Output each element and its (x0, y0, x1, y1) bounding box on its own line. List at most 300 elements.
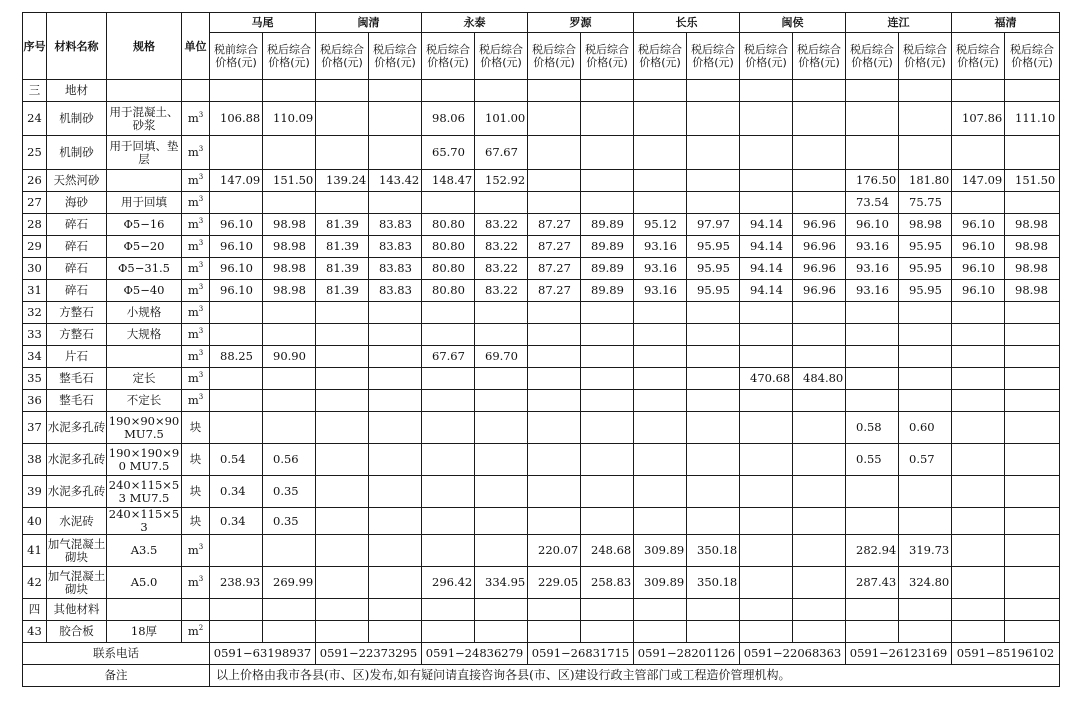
row-price-cell (369, 346, 422, 368)
row-price-cell (316, 476, 369, 508)
row-price-cell (528, 302, 581, 324)
row-price-cell (316, 80, 369, 102)
row-price-cell (634, 324, 687, 346)
row-material-name: 胶合板 (47, 621, 107, 643)
header-district: 永泰 (422, 13, 528, 33)
row-price-cell (475, 444, 528, 476)
row-price-cell (1005, 136, 1060, 170)
row-price-cell (369, 102, 422, 136)
row-price-cell (316, 302, 369, 324)
row-price-cell (475, 412, 528, 444)
row-price-cell (1005, 535, 1060, 567)
row-price-cell: 96.96 (793, 258, 846, 280)
row-price-cell (740, 567, 793, 599)
row-price-cell: 106.88 (210, 102, 263, 136)
row-price-cell (952, 567, 1005, 599)
row-price-cell (846, 621, 899, 643)
row-price-cell (899, 102, 952, 136)
row-price-cell: 93.16 (634, 258, 687, 280)
row-price-cell (263, 192, 316, 214)
row-price-cell: 90.90 (263, 346, 316, 368)
row-price-cell (634, 476, 687, 508)
row-price-cell (793, 346, 846, 368)
row-price-cell (316, 621, 369, 643)
row-price-cell (422, 621, 475, 643)
row-price-cell (528, 444, 581, 476)
row-material-name: 加气混凝土砌块 (47, 567, 107, 599)
row-price-cell (793, 302, 846, 324)
row-price-cell (740, 444, 793, 476)
row-price-cell: 93.16 (846, 258, 899, 280)
row-price-cell (740, 102, 793, 136)
row-price-cell (422, 508, 475, 535)
row-material-name: 天然河砂 (47, 170, 107, 192)
row-material-name: 水泥多孔砖 (47, 444, 107, 476)
row-price-cell (316, 567, 369, 599)
row-price-cell: 98.98 (263, 280, 316, 302)
row-price-cell: 0.35 (263, 508, 316, 535)
row-price-cell: 484.80 (793, 368, 846, 390)
row-price-cell (687, 508, 740, 535)
row-price-cell (740, 302, 793, 324)
header-district: 福清 (952, 13, 1060, 33)
row-price-cell (793, 412, 846, 444)
row-price-cell: 151.50 (1005, 170, 1060, 192)
row-price-cell (528, 346, 581, 368)
row-price-cell (475, 535, 528, 567)
row-price-cell (369, 599, 422, 621)
header-price-type: 税后综合价格(元) (528, 33, 581, 80)
row-price-cell: 181.80 (899, 170, 952, 192)
row-price-cell (581, 80, 634, 102)
row-price-cell (581, 324, 634, 346)
row-price-cell (634, 390, 687, 412)
row-price-cell: 101.00 (475, 102, 528, 136)
row-seq: 26 (23, 170, 47, 192)
row-price-cell (952, 599, 1005, 621)
row-price-cell (369, 368, 422, 390)
header-price-type: 税后综合价格(元) (475, 33, 528, 80)
row-material-name: 水泥砖 (47, 508, 107, 535)
row-unit: 块 (182, 444, 210, 476)
header-price-type: 税后综合价格(元) (1005, 33, 1060, 80)
row-price-cell: 98.98 (263, 258, 316, 280)
row-price-cell (899, 324, 952, 346)
row-price-cell (369, 324, 422, 346)
row-price-cell (687, 102, 740, 136)
row-price-cell (740, 136, 793, 170)
row-unit: $m^3$ (182, 346, 210, 368)
header-price-type: 税后综合价格(元) (687, 33, 740, 80)
row-price-cell (952, 508, 1005, 535)
row-price-cell (793, 535, 846, 567)
header-price-type: 税后综合价格(元) (793, 33, 846, 80)
table-row (23, 136, 1060, 170)
table-body (23, 80, 1060, 643)
row-price-cell (687, 599, 740, 621)
row-price-cell (952, 476, 1005, 508)
row-price-cell: 176.50 (846, 170, 899, 192)
row-price-cell (316, 599, 369, 621)
row-price-cell (952, 412, 1005, 444)
row-price-cell (210, 136, 263, 170)
row-price-cell (687, 390, 740, 412)
row-price-cell (528, 476, 581, 508)
row-unit: $m^3$ (182, 102, 210, 136)
row-price-cell (846, 508, 899, 535)
row-price-cell (581, 444, 634, 476)
unit-exponent: 3 (198, 195, 204, 204)
row-price-cell: 98.98 (1005, 258, 1060, 280)
row-price-cell (740, 390, 793, 412)
row-price-cell: 81.39 (316, 236, 369, 258)
row-price-cell (846, 302, 899, 324)
row-seq: 三 (23, 80, 47, 102)
row-price-cell: 96.10 (210, 214, 263, 236)
row-price-cell (687, 476, 740, 508)
row-price-cell (899, 390, 952, 412)
row-price-cell (793, 508, 846, 535)
contact-phone: 0591−85196102 (952, 643, 1060, 665)
row-price-cell: 96.10 (210, 280, 263, 302)
row-price-cell (634, 80, 687, 102)
row-price-cell: 83.22 (475, 236, 528, 258)
row-price-cell: 220.07 (528, 535, 581, 567)
header-district: 闽侯 (740, 13, 846, 33)
row-price-cell: 0.34 (210, 508, 263, 535)
row-price-cell: 94.14 (740, 258, 793, 280)
contact-phone: 0591−63198937 (210, 643, 316, 665)
row-price-cell (263, 136, 316, 170)
row-unit: 块 (182, 476, 210, 508)
header-unit: 单位 (182, 13, 210, 80)
row-price-cell (316, 102, 369, 136)
row-unit: $m^3$ (182, 136, 210, 170)
row-price-cell (210, 412, 263, 444)
row-material-name: 片石 (47, 346, 107, 368)
row-price-cell (316, 508, 369, 535)
header-material-name: 材料名称 (47, 13, 107, 80)
price-table (22, 12, 1060, 687)
row-material-name: 加气混凝土砌块 (47, 535, 107, 567)
row-price-cell (1005, 476, 1060, 508)
row-price-cell: 96.10 (952, 280, 1005, 302)
row-price-cell (1005, 324, 1060, 346)
row-price-cell (581, 476, 634, 508)
row-price-cell (899, 368, 952, 390)
row-price-cell (475, 324, 528, 346)
row-price-cell (634, 599, 687, 621)
unit-exponent: 3 (198, 349, 204, 358)
row-price-cell (846, 476, 899, 508)
row-price-cell (687, 412, 740, 444)
row-unit: 块 (182, 412, 210, 444)
row-price-cell (740, 170, 793, 192)
row-price-cell (952, 324, 1005, 346)
row-price-cell (1005, 80, 1060, 102)
row-price-cell: 0.35 (263, 476, 316, 508)
row-price-cell: 67.67 (475, 136, 528, 170)
unit-exponent: 3 (198, 327, 204, 336)
row-price-cell (899, 136, 952, 170)
unit-exponent: 2 (198, 624, 204, 633)
row-price-cell (952, 346, 1005, 368)
row-spec: Φ5−31.5 (107, 258, 182, 280)
row-material-name: 海砂 (47, 192, 107, 214)
row-price-cell: 81.39 (316, 214, 369, 236)
row-price-cell (740, 324, 793, 346)
row-price-cell (687, 136, 740, 170)
table-row (23, 368, 1060, 390)
row-seq: 33 (23, 324, 47, 346)
row-price-cell (1005, 192, 1060, 214)
row-seq: 37 (23, 412, 47, 444)
row-price-cell (528, 621, 581, 643)
row-price-cell (634, 368, 687, 390)
row-price-cell: 269.99 (263, 567, 316, 599)
row-price-cell (793, 621, 846, 643)
row-price-cell (528, 508, 581, 535)
row-price-cell (634, 170, 687, 192)
row-seq: 34 (23, 346, 47, 368)
row-unit (182, 80, 210, 102)
row-spec: 18厚 (107, 621, 182, 643)
row-spec: 用于回填、垫层 (107, 136, 182, 170)
row-price-cell: 96.10 (952, 258, 1005, 280)
row-price-cell (581, 599, 634, 621)
row-seq: 29 (23, 236, 47, 258)
row-price-cell: 309.89 (634, 535, 687, 567)
row-price-cell: 0.60 (899, 412, 952, 444)
row-unit: $m^3$ (182, 214, 210, 236)
unit-exponent: 3 (198, 261, 204, 270)
row-price-cell: 94.14 (740, 214, 793, 236)
row-price-cell (316, 412, 369, 444)
row-price-cell (475, 80, 528, 102)
row-spec: 用于回填 (107, 192, 182, 214)
row-spec (107, 346, 182, 368)
row-price-cell (475, 508, 528, 535)
row-price-cell: 98.98 (263, 236, 316, 258)
row-price-cell: 96.10 (846, 214, 899, 236)
row-price-cell: 98.98 (1005, 214, 1060, 236)
row-price-cell: 0.58 (846, 412, 899, 444)
row-price-cell (899, 80, 952, 102)
row-unit: 块 (182, 508, 210, 535)
row-price-cell: 87.27 (528, 214, 581, 236)
row-seq: 36 (23, 390, 47, 412)
row-price-cell (422, 80, 475, 102)
row-price-cell (316, 368, 369, 390)
contact-phone: 0591−26831715 (528, 643, 634, 665)
table-row (23, 412, 1060, 444)
row-price-cell (1005, 368, 1060, 390)
row-spec: 不定长 (107, 390, 182, 412)
note-label: 备注 (23, 665, 210, 687)
row-price-cell (634, 346, 687, 368)
row-price-cell: 88.25 (210, 346, 263, 368)
row-price-cell (369, 412, 422, 444)
row-price-cell: 147.09 (952, 170, 1005, 192)
row-price-cell (528, 80, 581, 102)
row-price-cell: 470.68 (740, 368, 793, 390)
row-price-cell: 229.05 (528, 567, 581, 599)
row-price-cell (846, 136, 899, 170)
row-price-cell: 95.12 (634, 214, 687, 236)
row-spec: 240×115×53 (107, 508, 182, 535)
row-price-cell: 83.22 (475, 214, 528, 236)
row-material-name: 碎石 (47, 214, 107, 236)
header-seq: 序号 (23, 13, 47, 80)
row-price-cell (1005, 302, 1060, 324)
table-footer (23, 643, 1060, 687)
row-price-cell (210, 324, 263, 346)
row-price-cell (687, 302, 740, 324)
row-price-cell (528, 390, 581, 412)
unit-exponent: 3 (198, 145, 204, 154)
price-table-sheet (22, 12, 1060, 687)
row-price-cell: 83.83 (369, 258, 422, 280)
row-price-cell (316, 535, 369, 567)
row-price-cell: 83.83 (369, 214, 422, 236)
table-row (23, 346, 1060, 368)
contact-phone: 0591−24836279 (422, 643, 528, 665)
unit-exponent: 3 (198, 393, 204, 402)
row-material-name: 机制砂 (47, 102, 107, 136)
section-row (23, 599, 1060, 621)
row-price-cell (263, 80, 316, 102)
row-spec (107, 80, 182, 102)
row-price-cell: 147.09 (210, 170, 263, 192)
note-row (23, 665, 1060, 687)
row-price-cell (846, 102, 899, 136)
row-price-cell (369, 535, 422, 567)
row-price-cell (369, 80, 422, 102)
row-unit: $m^3$ (182, 280, 210, 302)
note-text: 以上价格由我市各县(市、区)发布,如有疑问请直接咨询各县(市、区)建设行政主管部门或工程造价管理机构。 (210, 665, 1060, 687)
row-price-cell (687, 192, 740, 214)
row-price-cell (1005, 508, 1060, 535)
row-seq: 31 (23, 280, 47, 302)
row-price-cell: 89.89 (581, 258, 634, 280)
contact-phone: 0591−28201126 (634, 643, 740, 665)
row-unit (182, 599, 210, 621)
header-price-type: 税后综合价格(元) (422, 33, 475, 80)
row-price-cell: 95.95 (687, 280, 740, 302)
row-price-cell: 73.54 (846, 192, 899, 214)
row-unit: $m^3$ (182, 535, 210, 567)
row-price-cell (475, 192, 528, 214)
row-unit: $m^3$ (182, 567, 210, 599)
row-seq: 27 (23, 192, 47, 214)
row-price-cell (369, 136, 422, 170)
row-price-cell (369, 508, 422, 535)
row-price-cell (422, 390, 475, 412)
unit-exponent: 3 (198, 239, 204, 248)
row-price-cell (793, 476, 846, 508)
row-price-cell (846, 324, 899, 346)
row-price-cell: 111.10 (1005, 102, 1060, 136)
row-price-cell: 97.97 (687, 214, 740, 236)
row-price-cell (263, 302, 316, 324)
unit-exponent: 3 (198, 111, 204, 120)
row-price-cell: 87.27 (528, 258, 581, 280)
row-seq: 24 (23, 102, 47, 136)
contact-row (23, 643, 1060, 665)
row-price-cell (846, 390, 899, 412)
row-price-cell (634, 444, 687, 476)
row-price-cell (581, 621, 634, 643)
row-price-cell: 81.39 (316, 280, 369, 302)
row-price-cell (263, 368, 316, 390)
row-price-cell (581, 170, 634, 192)
row-price-cell (316, 444, 369, 476)
row-price-cell (634, 302, 687, 324)
unit-exponent: 3 (198, 173, 204, 182)
row-price-cell (210, 390, 263, 412)
row-price-cell: 98.98 (899, 214, 952, 236)
header-district: 长乐 (634, 13, 740, 33)
header-price-type: 税后综合价格(元) (952, 33, 1005, 80)
row-price-cell (793, 102, 846, 136)
header-price-type: 税前综合价格(元) (210, 33, 263, 80)
row-price-cell: 65.70 (422, 136, 475, 170)
row-price-cell (422, 302, 475, 324)
row-price-cell (634, 102, 687, 136)
row-spec: 240×115×53 MU7.5 (107, 476, 182, 508)
row-price-cell: 309.89 (634, 567, 687, 599)
row-price-cell: 93.16 (634, 236, 687, 258)
row-price-cell (793, 390, 846, 412)
row-seq: 43 (23, 621, 47, 643)
row-spec: Φ5−20 (107, 236, 182, 258)
row-price-cell: 95.95 (687, 236, 740, 258)
row-price-cell: 75.75 (899, 192, 952, 214)
row-material-name: 碎石 (47, 236, 107, 258)
row-price-cell (316, 346, 369, 368)
row-material-name: 水泥多孔砖 (47, 412, 107, 444)
row-price-cell (952, 535, 1005, 567)
table-row (23, 258, 1060, 280)
row-spec (107, 170, 182, 192)
row-unit: $m^3$ (182, 368, 210, 390)
row-seq: 40 (23, 508, 47, 535)
row-price-cell (634, 508, 687, 535)
row-price-cell: 107.86 (952, 102, 1005, 136)
header-district: 连江 (846, 13, 952, 33)
contact-phone: 0591−26123169 (846, 643, 952, 665)
row-price-cell (316, 324, 369, 346)
unit-exponent: 3 (198, 543, 204, 552)
row-price-cell: 287.43 (846, 567, 899, 599)
header-price-type: 税后综合价格(元) (316, 33, 369, 80)
row-price-cell (475, 390, 528, 412)
row-price-cell (210, 535, 263, 567)
row-spec: 用于混凝土、砂浆 (107, 102, 182, 136)
row-price-cell (581, 302, 634, 324)
row-price-cell (846, 599, 899, 621)
row-price-cell (1005, 567, 1060, 599)
table-row (23, 390, 1060, 412)
row-price-cell (687, 346, 740, 368)
row-price-cell (475, 368, 528, 390)
row-price-cell (634, 192, 687, 214)
row-price-cell: 93.16 (846, 236, 899, 258)
row-price-cell (687, 621, 740, 643)
row-price-cell: 96.10 (952, 214, 1005, 236)
row-price-cell (740, 508, 793, 535)
row-price-cell: 69.70 (475, 346, 528, 368)
